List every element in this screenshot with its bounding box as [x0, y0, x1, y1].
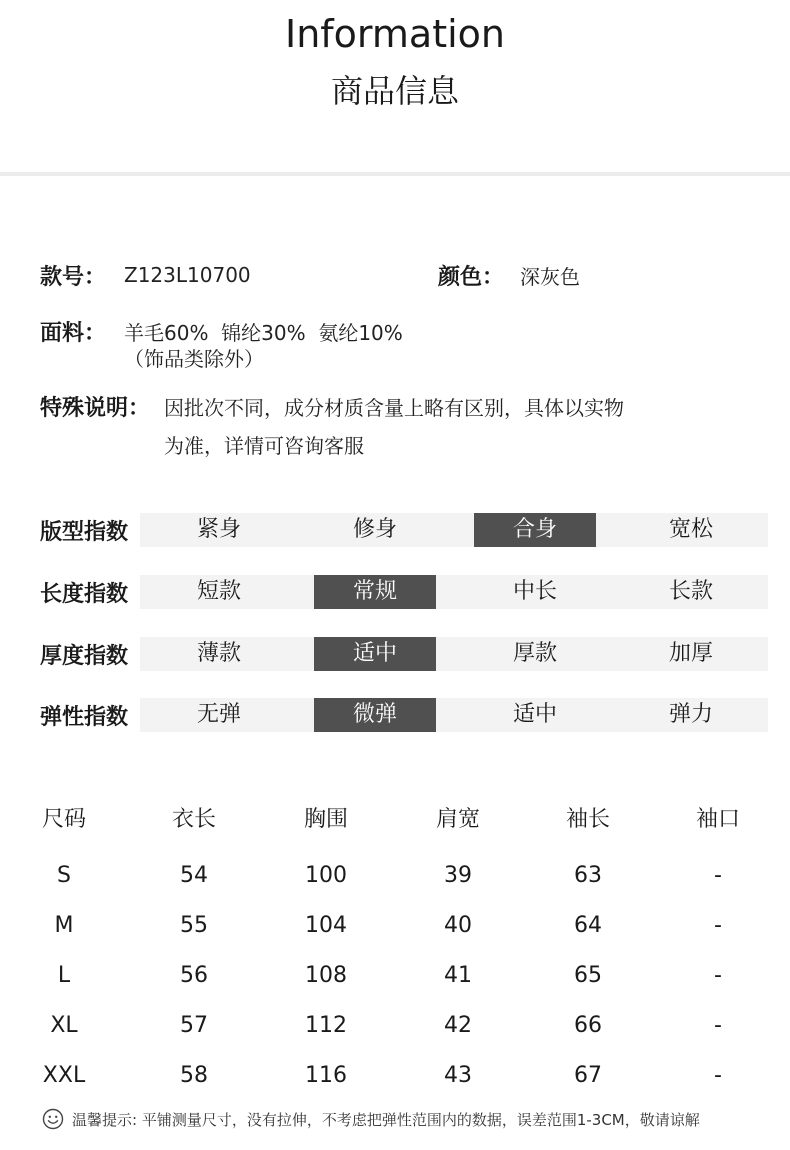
- tip-text: 温馨提示: 平铺测量尺寸，没有拉伸，不考虑把弹性范围内的数据，误差范围1-3CM，敬请谅解: [72, 1110, 700, 1129]
- index-option-selected: 适中: [314, 637, 436, 671]
- size-table-cell: 67: [574, 1063, 602, 1088]
- size-table-cell: -: [714, 963, 722, 988]
- fabric-note: （饰品类除外）: [124, 347, 264, 371]
- size-table-cell: 116: [305, 1063, 347, 1088]
- size-table-size-cell: XL: [50, 1013, 78, 1038]
- size-table-cell: 108: [305, 963, 347, 988]
- index-option-selected: 常规: [314, 575, 436, 609]
- index-label: 弹性指数: [40, 705, 129, 730]
- fabric-value: 羊毛60% 锦纶30% 氨纶10%: [124, 321, 403, 345]
- size-table-header: 胸围: [303, 807, 348, 832]
- size-table-header: 尺码: [41, 807, 86, 832]
- index-option: 宽松: [668, 517, 713, 542]
- size-table-cell: -: [714, 913, 722, 938]
- size-table-cell: -: [714, 1013, 722, 1038]
- size-table-size-cell: XXL: [42, 1063, 86, 1088]
- size-table-cell: 65: [574, 963, 602, 988]
- size-table-cell: 58: [180, 1063, 208, 1088]
- size-table-size-cell: M: [54, 913, 74, 938]
- index-option: 无弹: [196, 702, 241, 727]
- tip-note: [42, 1108, 700, 1130]
- size-table-size-cell: S: [57, 863, 71, 888]
- size-table-cell: 39: [444, 863, 472, 888]
- title-english: Information: [285, 12, 505, 56]
- smile-icon: [42, 1108, 64, 1130]
- index-option-selected: 合身: [474, 513, 596, 547]
- title-chinese: 商品信息: [330, 72, 459, 110]
- special-line-2: 为准，详情可咨询客服: [164, 434, 364, 458]
- color-label: 颜色：: [438, 265, 505, 290]
- index-label: 版型指数: [40, 520, 129, 545]
- index-option: 厚款: [512, 641, 557, 666]
- size-table-header: 袖口: [695, 807, 740, 832]
- size-table-cell: -: [714, 1063, 722, 1088]
- size-table-cell: 100: [305, 863, 347, 888]
- color-value: 深灰色: [520, 265, 580, 289]
- size-table-size-cell: L: [57, 963, 71, 988]
- size-table-cell: 43: [444, 1063, 472, 1088]
- index-label: 长度指数: [40, 582, 129, 607]
- size-table-cell: 54: [180, 863, 208, 888]
- index-label: 厚度指数: [40, 644, 129, 669]
- index-option: 加厚: [668, 641, 713, 666]
- size-table-cell: 42: [444, 1013, 472, 1038]
- size-table-header: 袖长: [565, 807, 610, 832]
- index-option: 适中: [512, 702, 557, 727]
- header-divider: [0, 172, 790, 176]
- special-line-1: 因批次不同，成分材质含量上略有区别，具体以实物: [164, 396, 624, 420]
- index-option: 短款: [196, 579, 241, 604]
- style-no-label: 款号：: [40, 265, 107, 290]
- size-table-cell: 40: [444, 913, 472, 938]
- size-table-cell: 41: [444, 963, 472, 988]
- size-table-cell: 66: [574, 1013, 602, 1038]
- index-option: 薄款: [196, 641, 241, 666]
- index-option: 长款: [668, 579, 713, 604]
- size-table-cell: 56: [180, 963, 208, 988]
- index-option: 中长: [512, 579, 557, 604]
- index-option-selected: 微弹: [314, 698, 436, 732]
- index-option: 紧身: [196, 517, 241, 542]
- size-table-cell: 64: [574, 913, 602, 938]
- fabric-label: 面料：: [40, 321, 107, 346]
- size-table-cell: 63: [574, 863, 602, 888]
- size-table-cell: -: [714, 863, 722, 888]
- size-table-cell: 57: [180, 1013, 208, 1038]
- size-table-header: 肩宽: [435, 807, 480, 832]
- size-table-cell: 104: [305, 913, 347, 938]
- size-table-cell: 112: [305, 1013, 347, 1038]
- index-option: 弹力: [668, 702, 713, 727]
- style-no-value: Z123L10700: [124, 263, 251, 287]
- index-option: 修身: [352, 517, 397, 542]
- size-table-header: 衣长: [171, 807, 216, 832]
- size-table-cell: 55: [180, 913, 208, 938]
- special-label: 特殊说明：: [40, 396, 151, 421]
